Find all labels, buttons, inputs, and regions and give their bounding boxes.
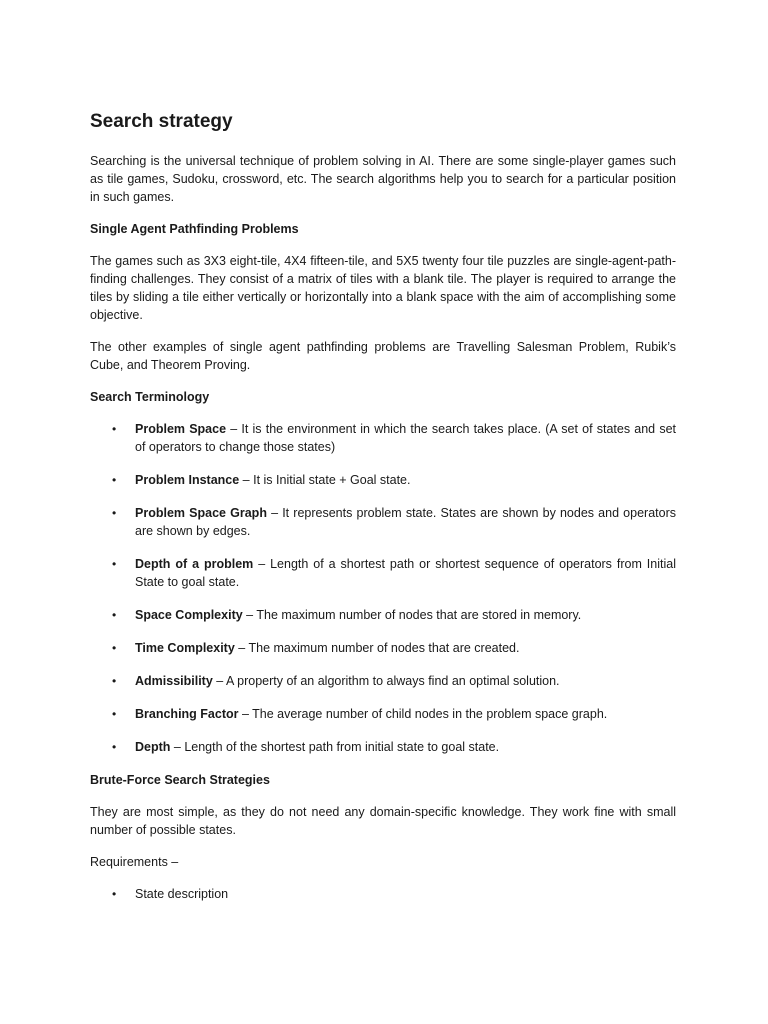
term-description: – Length of a shortest path or shortest sequence of operators from Initial State to goal state. — [135, 557, 676, 589]
bullet-icon: • — [112, 557, 117, 571]
section-heading-brute-force: Brute-Force Search Strategies — [90, 773, 270, 787]
term-description: – The average number of child nodes in the problem space graph. — [238, 707, 608, 721]
term-description: – A property of an algorithm to always find an optimal solution. — [212, 674, 560, 688]
list-item — [90, 672, 676, 690]
term-label: Admissibility — [135, 674, 213, 688]
list-item — [90, 885, 676, 903]
bullet-icon: • — [112, 608, 117, 622]
list-item — [90, 504, 676, 540]
term-description: – It is Initial state + Goal state. — [239, 473, 411, 487]
intro-paragraph: Searching is the universal technique of problem solving in AI. There are some single-player games such as tile games, Sudoku, crossword, etc. The search algorithms help you to search for a particular position in such games. — [90, 154, 676, 204]
bullet-icon: • — [112, 674, 117, 688]
term-description: – The maximum number of nodes that are created. — [234, 641, 520, 655]
bullet-icon: • — [112, 641, 117, 655]
requirements-list — [90, 885, 676, 903]
list-item — [90, 606, 676, 624]
term-description: – The maximum number of nodes that are stored in memory. — [242, 608, 582, 622]
section-heading-terminology: Search Terminology — [90, 390, 210, 404]
bullet-icon: • — [112, 422, 117, 436]
requirement-text: State description — [135, 887, 229, 901]
term-label: Space Complexity — [135, 608, 243, 622]
list-item — [90, 555, 676, 591]
terminology-list — [90, 420, 676, 756]
list-item — [90, 705, 676, 723]
brute-force-paragraph: They are most simple, as they do not need any domain-specific knowledge. They work fine with small number of possible states. — [90, 805, 676, 837]
term-label: Depth — [135, 740, 171, 754]
bullet-icon: • — [112, 506, 117, 520]
term-label: Problem Space Graph — [135, 506, 267, 520]
term-label: Branching Factor — [135, 707, 239, 721]
list-item — [90, 738, 676, 756]
term-description: – Length of the shortest path from initial state to goal state. — [170, 740, 500, 754]
bullet-icon: • — [112, 740, 117, 754]
term-label: Problem Space — [135, 422, 227, 436]
term-description: – It represents problem state. States are shown by nodes and operators are shown by edges. — [135, 506, 676, 538]
requirements-label: Requirements – — [90, 855, 179, 869]
bullet-icon: • — [112, 473, 117, 487]
single-agent-paragraph-2: The other examples of single agent pathfinding problems are Travelling Salesman Problem, Rubik’s Cube, and Theorem Proving. — [90, 340, 676, 372]
term-description: – It is the environment in which the search takes place. (A set of states and set of operators to change those states) — [135, 422, 676, 454]
page-title: Search strategy — [90, 111, 233, 132]
term-label: Time Complexity — [135, 641, 235, 655]
term-label: Depth of a problem — [135, 557, 254, 571]
document-page — [90, 108, 676, 918]
term-label: Problem Instance — [135, 473, 240, 487]
single-agent-paragraph-1: The games such as 3X3 eight-tile, 4X4 fifteen-tile, and 5X5 twenty four tile puzzles are single-agent-path-finding challenges. They consist of a matrix of tiles with a blank tile. The player is required to arrange the tiles by sliding a tile either vertically or horizontally into a blank space with the aim of accomplishing some objective. — [90, 254, 676, 322]
bullet-icon: • — [112, 887, 117, 901]
list-item — [90, 639, 676, 657]
list-item — [90, 471, 676, 489]
bullet-icon: • — [112, 707, 117, 721]
section-heading-single-agent: Single Agent Pathfinding Problems — [90, 222, 299, 236]
list-item — [90, 420, 676, 456]
